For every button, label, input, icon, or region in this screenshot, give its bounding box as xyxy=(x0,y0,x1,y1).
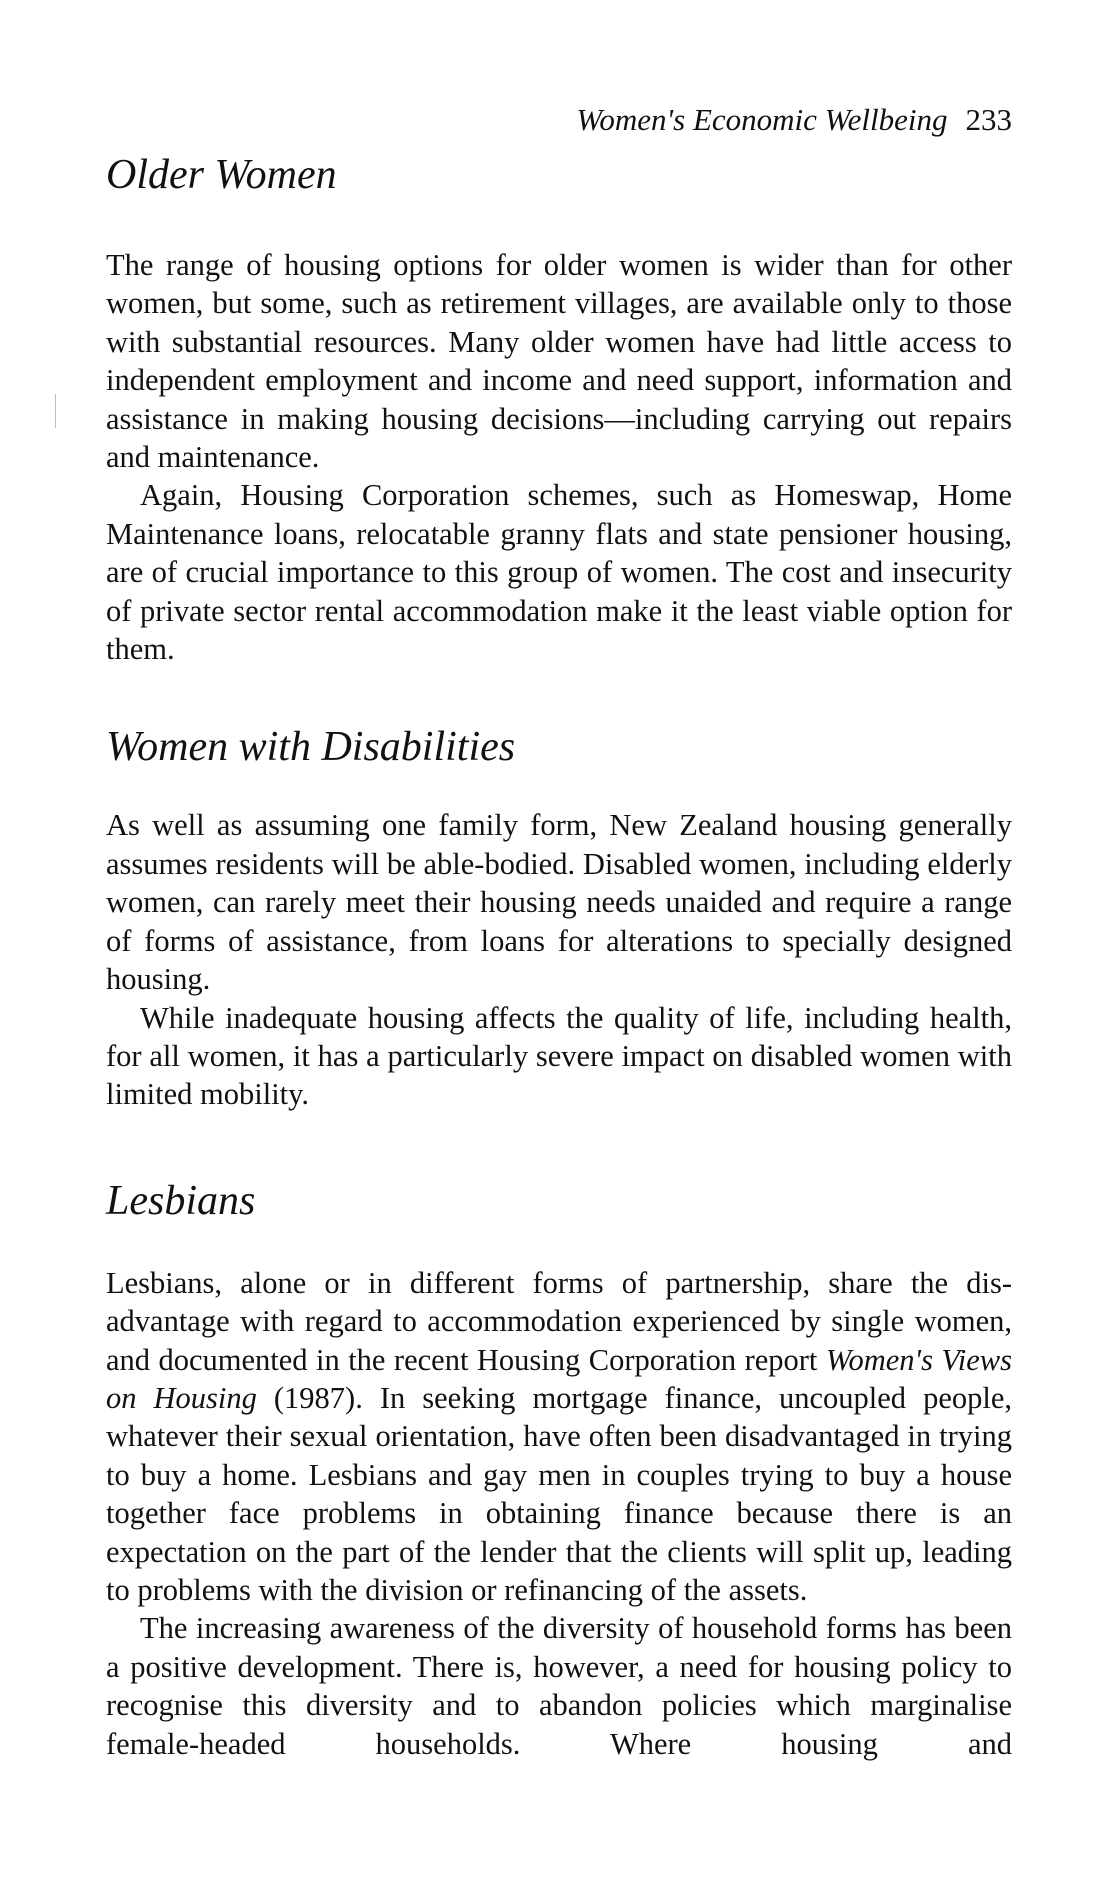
paragraph-lesbians-2: The increasing awareness of the diversity of household forms has been a positive development. There is, however, a need for housing policy to recognise this diversity and to abandon policies which marginalise female-headed households. Where housing and xyxy=(106,1611,1012,1761)
paragraph-older-women-1: The range of housing options for older women is wider than for other women, but some, such as retirement villages, are available only to those with substantial resources. Many older women have had little access to independent employment and income and need support, information and assistance in making housing decisions—including carrying out repairs and maintenance. xyxy=(106,248,1012,475)
paragraph-older-women-2: Again, Housing Corporation schemes, such as Homeswap, Home Maintenance loans, relocatable granny flats and state pensioner housing, are of crucial importance to this group of women. The cost and insecurity of private sector rental accommodation make it the least viable option for them. xyxy=(106,478,1012,667)
section-heading-older-women: Older Women xyxy=(106,152,337,198)
book-page xyxy=(106,100,1012,1763)
paragraph-lesbians-1-text-a: Lesbians, alone or in different forms of partnership, share the disadvantage with regard to accommodation experienced by single women, and documented in the recent Housing Corporation report xyxy=(106,1265,1012,1377)
page-number: 233 xyxy=(965,102,1012,137)
paragraph-lesbians-1 xyxy=(106,1264,1012,1610)
paragraph-disabilities-2: While inadequate housing affects the quality of life, including health, for all women, it has a particularly severe impact on disabled women with limited mobility. xyxy=(106,1000,1012,1112)
paragraph-lesbians-1-text-b: (1987). In seeking mortgage finance, uncoupled people, whatever their sexual orientation, have often been disadvantaged in trying to buy a home. Lesbians and gay men in couples trying to buy a house together face problems in obtaining finance because there is an expectation on the part of the lender that the clients will split up, leading to problems with the division or refinancing of the assets. xyxy=(106,1380,1012,1607)
section-heading-lesbians: Lesbians xyxy=(106,1177,256,1224)
running-title: Women's Economic Wellbeing xyxy=(576,102,948,137)
cited-report-title: Women's Views on Housing xyxy=(106,1342,1012,1415)
margin-mark xyxy=(55,394,56,428)
section-heading-women-with-disabilities: Women with Disabilities xyxy=(106,724,516,771)
running-head xyxy=(106,100,1012,140)
paragraph-disabilities-1: As well as assuming one family form, New Zealand housing generally assumes residents will be able-bodied. Disabled women, including elderly women, can rarely meet their housing needs unaided and require a range of forms of assistance, from loans for alterations to specially designed housing. xyxy=(106,808,1012,997)
